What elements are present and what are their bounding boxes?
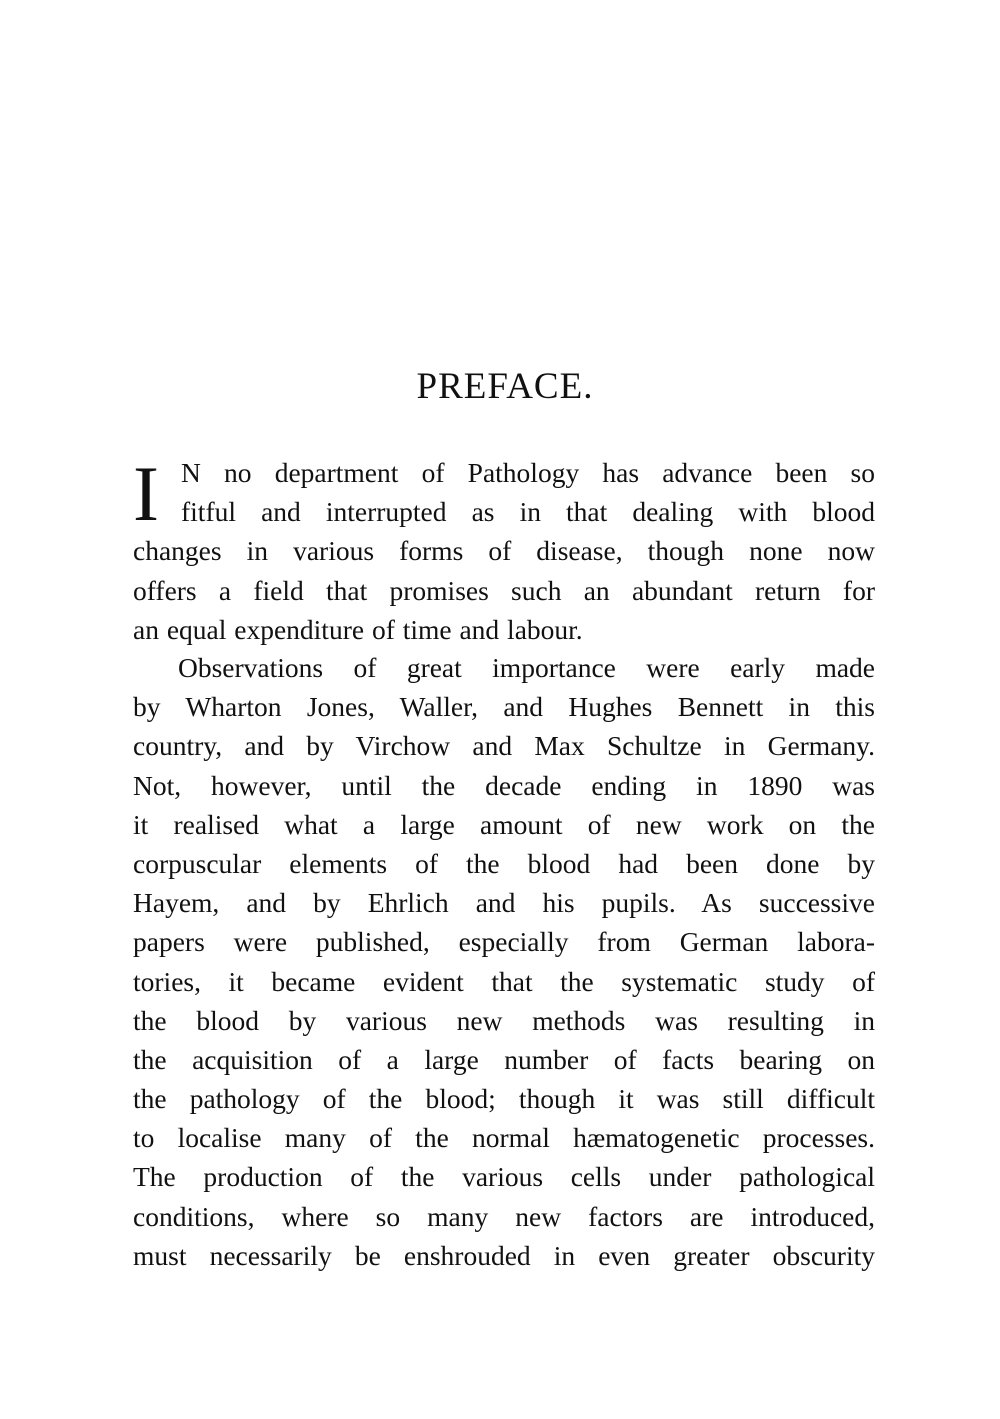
paragraph-2-line-3: country, and by Virchow and Max Schultze in Germany. bbox=[133, 730, 875, 762]
paragraph-2-line-2: by Wharton Jones, Waller, and Hughes Bennett in this bbox=[133, 691, 875, 723]
paragraph-2-line-8: papers were published, especially from German labora- bbox=[133, 926, 875, 958]
paragraph-2-line-9: tories, it became evident that the systematic study of bbox=[133, 965, 875, 997]
paragraph-2-line-5: it realised what a large amount of new work on the bbox=[133, 808, 875, 840]
paragraph-1 bbox=[133, 450, 875, 649]
drop-cap: I bbox=[133, 450, 159, 537]
paragraph-2-line-14: The production of the various cells under pathological bbox=[133, 1161, 875, 1193]
paragraph-2-line-13: to localise many of the normal hæmatogenetic processes. bbox=[133, 1122, 875, 1154]
paragraph-2-line-15: conditions, where so many new factors are introduced, bbox=[133, 1200, 875, 1232]
page-title: PREFACE. bbox=[416, 366, 594, 407]
paragraph-2-line-6: corpuscular elements of the blood had been done by bbox=[133, 847, 875, 879]
paragraph-1-line-2: fitful and interrupted as in that dealing with blood bbox=[181, 496, 875, 528]
paragraph-2-line-10: the blood by various new methods was resulting in bbox=[133, 1004, 875, 1036]
paragraph-2 bbox=[133, 648, 875, 1275]
paragraph-1-line-4: offers a field that promises such an abundant return for bbox=[133, 574, 875, 606]
paragraph-2-line-16: must necessarily be enshrouded in even greater obscurity bbox=[133, 1239, 875, 1271]
paragraph-1-line-3: changes in various forms of disease, though none now bbox=[133, 535, 875, 567]
paragraph-1-line-5: an equal expenditure of time and labour. bbox=[133, 613, 583, 645]
paragraph-2-line-11: the acquisition of a large number of facts bearing on bbox=[133, 1043, 875, 1075]
paragraph-2-line-4: Not, however, until the decade ending in 1890 was bbox=[133, 769, 875, 801]
paragraph-2-line-1: Observations of great importance were early made bbox=[178, 652, 875, 683]
paragraph-1-line-1: N no department of Pathology has advance been so bbox=[181, 457, 875, 488]
paragraph-2-line-7: Hayem, and by Ehrlich and his pupils. As successive bbox=[133, 887, 875, 919]
paragraph-2-line-12: the pathology of the blood; though it was still difficult bbox=[133, 1083, 875, 1115]
